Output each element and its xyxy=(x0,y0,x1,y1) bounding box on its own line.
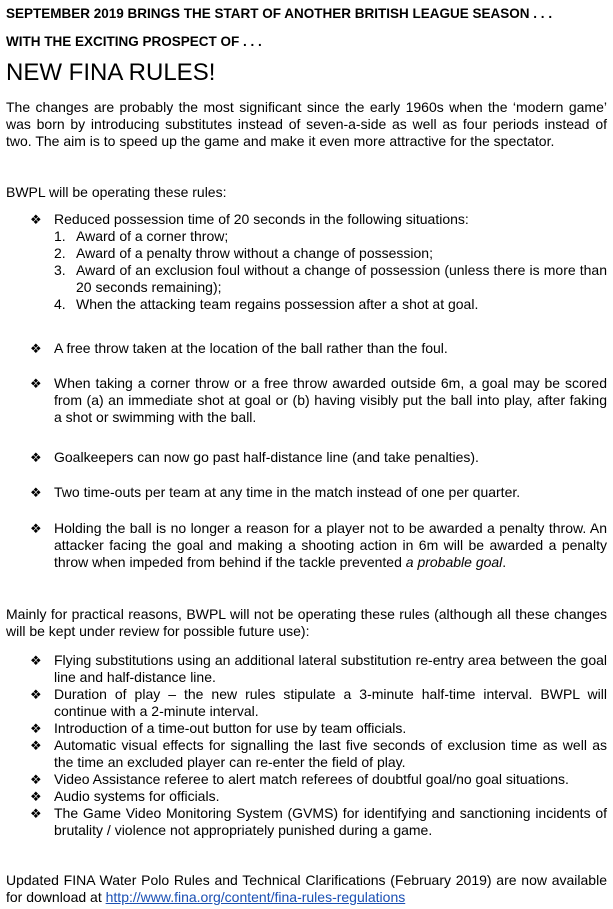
list-item: ❖ Video Assistance referee to alert match referees of doubtful goal/no goal situations. xyxy=(30,771,569,787)
list-item: 1. Award of a corner throw; xyxy=(54,228,229,244)
possession-sublist xyxy=(54,228,607,313)
list-item: ❖ Automatic visual effects for signalling the last five seconds of exclusion time as well as the time an excluded player can re-enter the field of play. xyxy=(30,737,607,770)
fina-rules-link[interactable]: http://www.fina.org/content/fina-rules-regulations xyxy=(105,889,406,905)
diamond-bullet-icon: ❖ xyxy=(30,721,42,736)
diamond-bullet-icon: ❖ xyxy=(30,738,42,753)
rule-possession-text: Reduced possession time of 20 seconds in the following situations: xyxy=(54,211,469,227)
diamond-bullet-icon: ❖ xyxy=(30,450,42,465)
diamond-bullet-icon: ❖ xyxy=(30,521,42,536)
intro-paragraph: The changes are probably the most significant since the early 1960s when the ‘modern game’ was born by introducing substitutes instead of seven-a-side as well as four periods instead of two. The aim is to speed up the game and make it even more attractive for the spectator. xyxy=(6,99,607,149)
diamond-bullet-icon: ❖ xyxy=(30,212,42,227)
diamond-bullet-icon: ❖ xyxy=(30,485,42,500)
list-item: ❖ Flying substitutions using an additional lateral substitution re-entry area between the goal line and half-distance line. xyxy=(30,652,607,685)
list-item: 4. When the attacking team regains possession after a shot at goal. xyxy=(54,296,479,312)
list-item: 2. Award of a penalty throw without a change of possession; xyxy=(54,245,433,261)
rule-possession xyxy=(30,211,607,313)
diamond-bullet-icon: ❖ xyxy=(30,687,42,702)
list-item: ❖ Audio systems for officials. xyxy=(30,788,220,804)
list-item: 3. Award of an exclusion foul without a change of possession (unless there is more than 20 seconds remaining); xyxy=(54,262,607,295)
rule-corner-throw: ❖ When taking a corner throw or a free throw awarded outside 6m, a goal may be scored from (a) an immediate shot at goal or (b) having visibly put the ball into play, after faking a shot or swimming with the ball. xyxy=(30,375,607,425)
diamond-bullet-icon: ❖ xyxy=(30,806,42,821)
diamond-bullet-icon: ❖ xyxy=(30,653,42,668)
header-line-2: WITH THE EXCITING PROSPECT OF . . . xyxy=(6,34,262,49)
footer-paragraph: Updated FINA Water Polo Rules and Technical Clarifications (February 2019) are now available for download at http://www.fina.org/content/fina-rules-regulations xyxy=(6,872,607,905)
rule-goalkeepers: ❖ Goalkeepers can now go past half-distance line (and take penalties). xyxy=(30,449,479,465)
diamond-bullet-icon: ❖ xyxy=(30,789,42,804)
not-operating-heading: Mainly for practical reasons, BWPL will not be operating these rules (although all these changes will be kept under review for possible future use): xyxy=(6,606,607,639)
diamond-bullet-icon: ❖ xyxy=(30,341,42,356)
diamond-bullet-icon: ❖ xyxy=(30,772,42,787)
not-operating-list xyxy=(30,652,607,839)
operating-heading: BWPL will be operating these rules: xyxy=(6,184,227,200)
list-item: ❖ Duration of play – the new rules stipulate a 3-minute half-time interval. BWPL will continue with a 2-minute interval. xyxy=(30,686,607,719)
list-item: ❖ Introduction of a time-out button for use by team officials. xyxy=(30,720,407,736)
list-item: ❖ The Game Video Monitoring System (GVMS) for identifying and sanctioning incidents of brutality / violence not appropriately punished during a game. xyxy=(30,805,607,838)
rule-holding-ball: ❖ Holding the ball is no longer a reason for a player not to be awarded a penalty throw. An attacker facing the goal and making a shooting action in 6m will be awarded a penalty throw when impeded from behind if the tackle prevented a probable goal. xyxy=(30,520,607,570)
rule-timeouts: ❖ Two time-outs per team at any time in the match instead of one per quarter. xyxy=(30,484,521,500)
diamond-bullet-icon: ❖ xyxy=(30,376,42,391)
page-title: NEW FINA RULES! xyxy=(6,59,216,86)
rule-free-throw: ❖ A free throw taken at the location of the ball rather than the foul. xyxy=(30,340,448,356)
header-line-1: SEPTEMBER 2019 BRINGS THE START OF ANOTHER BRITISH LEAGUE SEASON . . . xyxy=(6,6,553,21)
